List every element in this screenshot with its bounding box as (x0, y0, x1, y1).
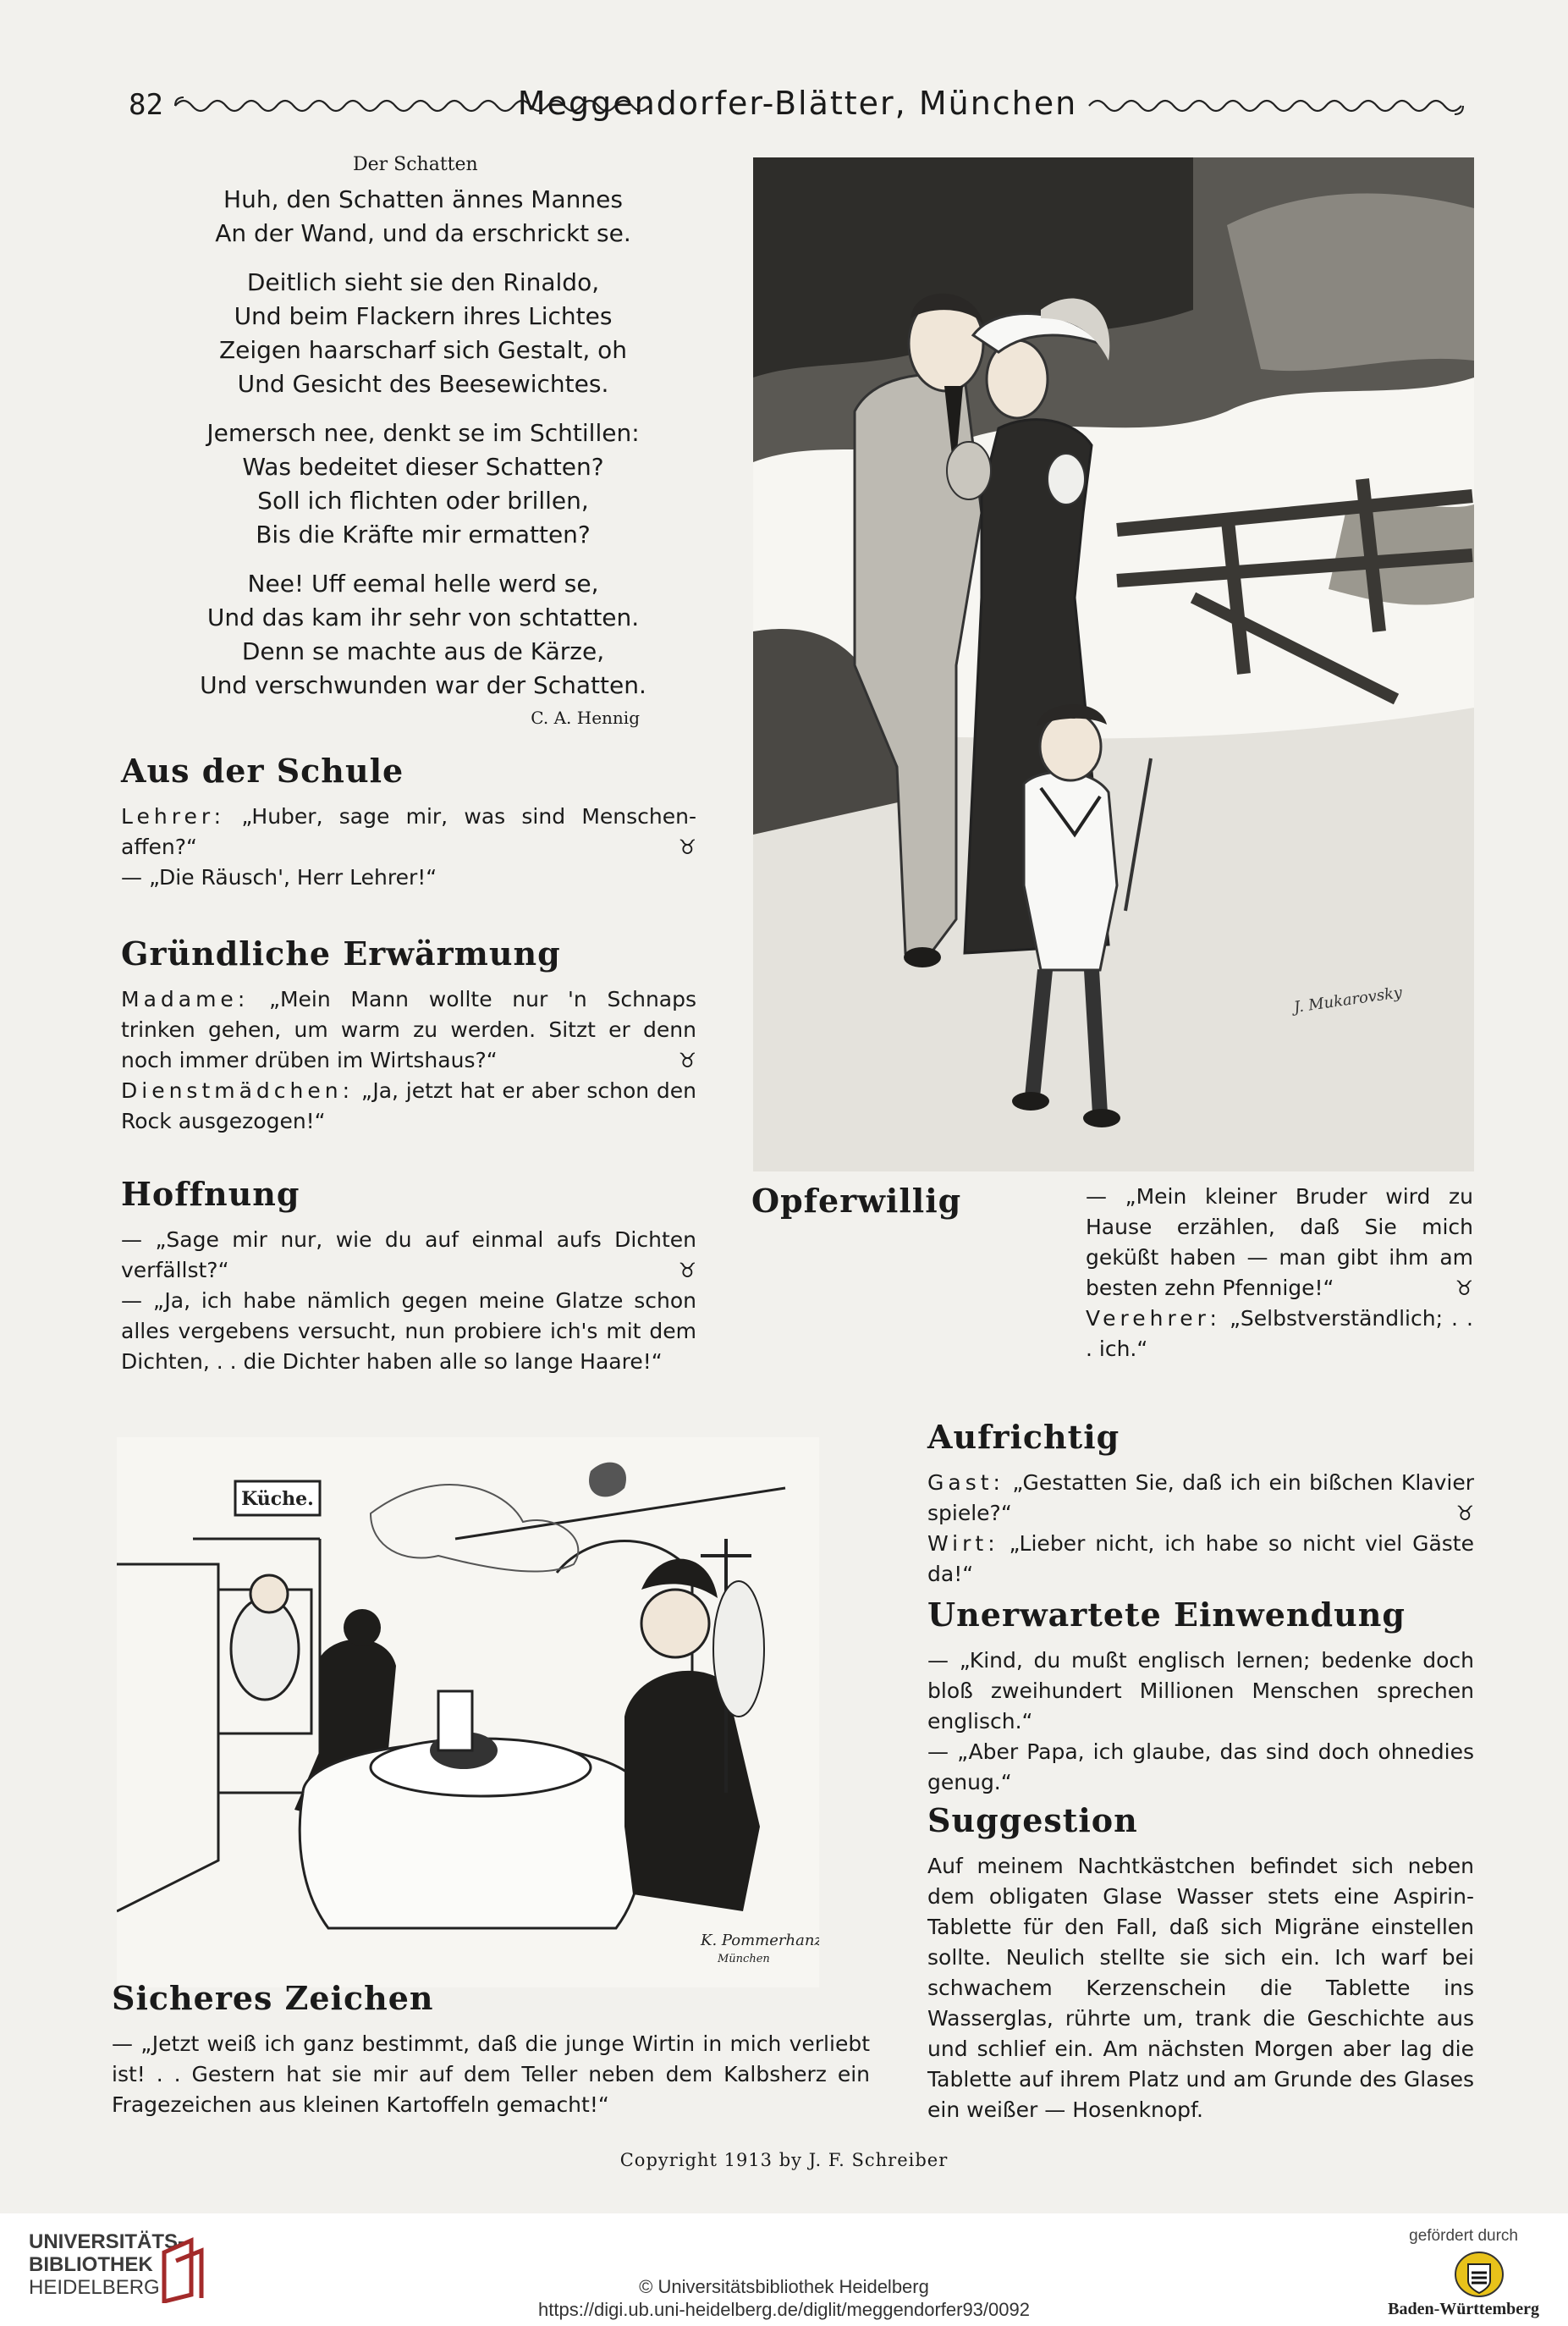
artist-location: München (718, 1953, 770, 1965)
page-number: 82 (129, 88, 163, 122)
section-title: Gründliche Erwärmung (121, 934, 561, 973)
funded-by-label: gefördert durch (1409, 2227, 1518, 2245)
section-text (927, 1468, 1474, 1529)
poem-author: C. A. Hennig (531, 708, 640, 728)
library-name-line: HEIDELBERG (29, 2276, 160, 2299)
poem-title: Der Schatten (353, 154, 478, 175)
copyright-line: Copyright 1913 by J. F. Schreiber (619, 2150, 949, 2170)
section-unerwartete-einwendung (927, 1596, 1474, 1798)
poem-line: Deitlich sieht sie den Rinaldo, (246, 268, 600, 296)
section-text (121, 1076, 696, 1137)
dialogue-line: „Mein Mann wollte nur 'n Schnaps trinken gehen, um warm zu werden. Sitzt er denn noch immer drüben im Wirtshaus?“ (121, 987, 696, 1072)
poem-stanza (169, 416, 677, 552)
dialogue-line: „Selbstverständlich; . . . ich.“ (1086, 1306, 1473, 1361)
restaurant-drawing (117, 1437, 819, 1987)
poem-line: Was bedeitet dieser Schatten? (242, 453, 604, 481)
state-coat-of-arms-icon (1453, 2251, 1505, 2298)
section-text (1086, 1182, 1473, 1304)
end-mark-icon: ♉ (1455, 1276, 1473, 1300)
section-title: Sicheres Zeichen (112, 1979, 434, 2017)
viewer-footer (0, 2213, 1568, 2326)
section-text (121, 802, 696, 863)
dialogue-line: „Ja, jetzt hat er aber schon den Rock ausgezogen!“ (121, 1078, 696, 1133)
footer-url[interactable]: https://digi.ub.uni-heidelberg.de/diglit/meggendorfer93/0092 (538, 2299, 1030, 2320)
section-title: Unerwartete Einwendung (927, 1596, 1406, 1634)
section-hoffnung (121, 1175, 696, 1377)
poem-line: Nee! Uff eemal helle werd se, (247, 570, 599, 598)
section-aufrichtig (927, 1418, 1474, 1590)
poem-line: Soll ich flichten oder brillen, (257, 487, 589, 515)
speaker-label: Verehrer: (1086, 1306, 1221, 1331)
dialogue-line: „Lieber nicht, ich habe so nicht viel Gäste da!“ (927, 1531, 1474, 1586)
restaurant-illustration (117, 1437, 819, 1987)
couple-drawing (753, 157, 1474, 1171)
magazine-title: Meggendorfer-Blätter, München (517, 85, 1078, 122)
end-mark-icon: ♉ (678, 1049, 696, 1072)
dialogue-line: — „Die Räusch', Herr Lehrer!“ (121, 865, 437, 890)
speaker-label: Dienstmädchen: (121, 1078, 355, 1103)
speaker-label: Gast: (927, 1470, 1004, 1495)
poem-der-schatten (169, 152, 677, 730)
section-text (1086, 1304, 1473, 1364)
section-text: Auf meinem Nachtkästchen befindet sich neben dem obligaten Glase Wasser stets eine Aspirin-Tablette für den Fall, daß sich Migräne einstellen sollte. Neulich stellte sie sich ein. Ich warf bei schwachem Kerzenschein die Tablette ins Wasserglas, rührte um, trank die Geschichte aus und schlief ein. Am nächsten Morgen aber lag die Tablette auf ihrem Platz und am Grunde des Glases ein weißer — Hosenknopf. (927, 1854, 1474, 2122)
header-right-ornament (1085, 95, 1467, 117)
artist-signature: K. Pommerhanz (701, 1932, 819, 1949)
speaker-label: Lehrer: (121, 804, 226, 829)
section-title: Hoffnung (121, 1175, 300, 1213)
end-mark-icon: ♉ (1455, 1502, 1474, 1525)
poem-line: Jemersch nee, denkt se im Schtillen: (206, 419, 640, 447)
artist-signature: J. Mukarovsky (1292, 984, 1404, 1017)
poem-line: Denn se machte aus de Kärze, (241, 637, 605, 665)
section-text (121, 984, 696, 1076)
section-title: Aufrichtig (927, 1418, 1120, 1456)
kitchen-sign-text: Küche. (241, 1488, 314, 1510)
poem-line: Bis die Kräfte mir ermatten? (256, 521, 591, 548)
speaker-label: Wirt: (927, 1531, 999, 1556)
page-header (118, 83, 1477, 130)
dialogue-line: — „Mein kleiner Bruder wird zu Hause erzählen, daß Sie mich geküßt haben — man gibt ihm am besten zehn Pfennige!“ (1086, 1184, 1473, 1300)
end-mark-icon: ♉ (678, 1259, 696, 1282)
poem-stanza (169, 183, 677, 251)
couple-illustration (753, 157, 1474, 1171)
library-name-line: BIBLIOTHEK (29, 2253, 153, 2276)
section-title: Suggestion (927, 1801, 1138, 1839)
poem-line: An der Wand, und da erschrickt se. (215, 219, 631, 247)
section-gruendliche-erwaermung (121, 934, 696, 1137)
poem-line: Und Gesicht des Beesewichtes. (237, 370, 609, 398)
section-title: Aus der Schule (121, 752, 404, 790)
section-title: Opferwillig (751, 1182, 962, 1220)
dialogue-line: „Gestatten Sie, daß ich ein bißchen Klavier spiele?“ (927, 1470, 1474, 1525)
poem-stanza (169, 266, 677, 401)
section-aus-der-schule (121, 752, 696, 893)
section-opferwillig-title (751, 1182, 1031, 1232)
dialogue-line: — „Ja, ich habe nämlich gegen meine Glatze schon alles vergebens versucht, nun probiere ich's mit dem Dichten, . . die Dichter haben alle so lange Haare!“ (121, 1288, 696, 1374)
section-opferwillig (1086, 1182, 1473, 1364)
dialogue-line: — „Aber Papa, ich glaube, das sind doch ohnedies genug.“ (927, 1739, 1474, 1794)
section-text (927, 1529, 1474, 1590)
library-name-line: UNIVERSITÄTS- (29, 2230, 185, 2253)
poem-stanza (169, 567, 677, 703)
section-sicheres-zeichen (112, 1979, 870, 2120)
poem-line: Und verschwunden war der Schatten. (200, 671, 646, 699)
section-text (121, 1225, 696, 1286)
section-text: — „Jetzt weiß ich ganz bestimmt, daß die junge Wirtin in mich verliebt ist! . . Gestern hat sie mir auf dem Teller neben dem Kalbsherz ein Fragezeichen aus kleinen Kartoffeln gemacht!“ (112, 2031, 870, 2117)
footer-copyright: © Universitätsbibliothek Heidelberg (639, 2276, 929, 2297)
speaker-label: Madame: (121, 987, 250, 1011)
dialogue-line: — „Sage mir nur, wie du auf einmal aufs Dichten verfällst?“ (121, 1227, 696, 1282)
poem-line: Und beim Flackern ihres Lichtes (234, 302, 613, 330)
poem-line: Und das kam ihr sehr von schtatten. (206, 604, 640, 631)
poem-line: Zeigen haarscharf sich Gestalt, oh (218, 336, 628, 364)
poem-line: Huh, den Schatten ännes Mannes (223, 185, 623, 213)
dialogue-line: — „Kind, du mußt englisch lernen; bedenke doch bloß zweihundert Millionen Menschen sprechen englisch.“ (927, 1648, 1474, 1733)
section-suggestion (927, 1801, 1474, 2125)
funder-name: Baden-Württemberg (1388, 2300, 1539, 2318)
dialogue-line: „Huber, sage mir, was sind Menschen-affen?“ (121, 804, 696, 859)
end-mark-icon: ♉ (678, 835, 696, 859)
